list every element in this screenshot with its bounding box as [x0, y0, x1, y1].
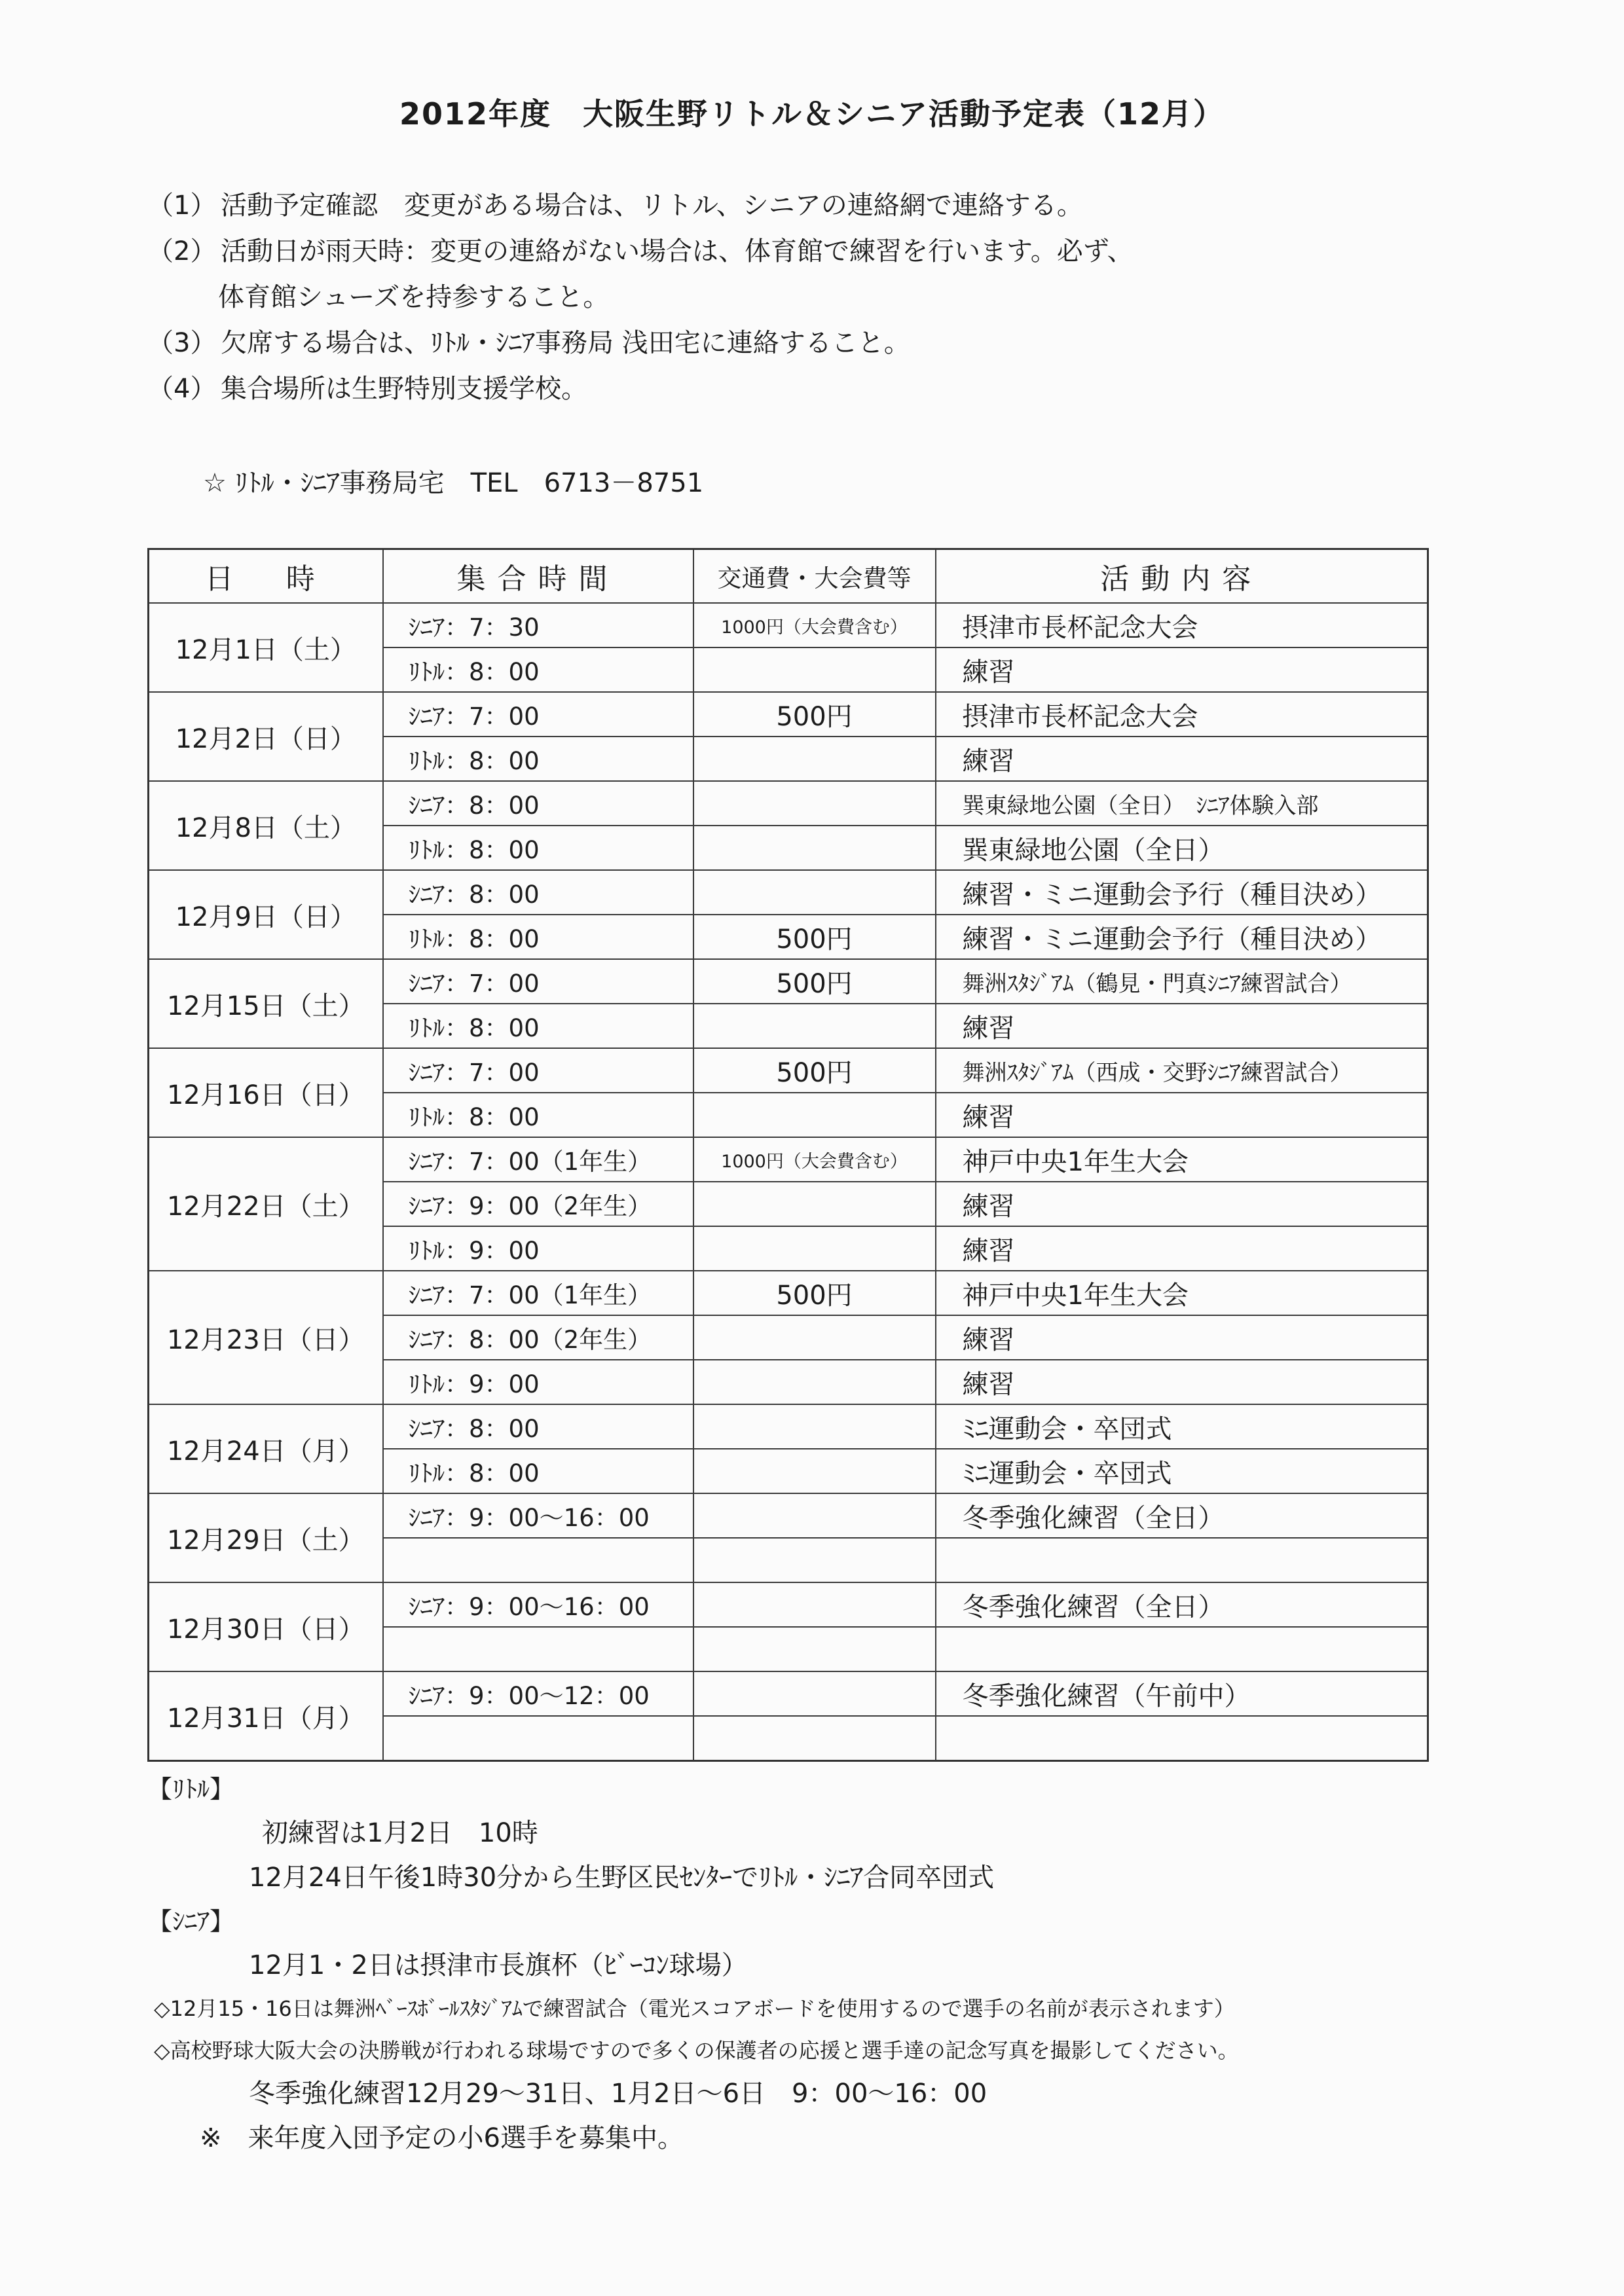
time-cell: ｼﾆｱ：9：00～16：00: [383, 1493, 693, 1538]
date-cell: 12月1日（土）: [149, 603, 383, 692]
activity-cell: 練習: [936, 1004, 1428, 1048]
time-cell: ｼﾆｱ：7：00（1年生）: [383, 1271, 693, 1315]
fee-cell: [693, 647, 936, 692]
fee-cell: [693, 1226, 936, 1271]
activity-cell: [936, 1627, 1428, 1671]
table-row: [149, 1137, 1428, 1182]
fee-cell: [693, 1538, 936, 1582]
time-cell: ｼﾆｱ：7：00: [383, 959, 693, 1004]
activity-cell: 巽東緑地公園（全日）: [936, 826, 1428, 870]
activity-cell: 練習・ミニ運動会予行（種目決め）: [936, 915, 1428, 959]
date-cell: 12月22日（土）: [149, 1137, 383, 1271]
winter-training-line: 冬季強化練習12月29～31日、1月2日～6日 9：00～16：00: [249, 2079, 987, 2109]
little-line: 12月24日午後1時30分から生野区民ｾﾝﾀｰでﾘﾄﾙ・ｼﾆｱ合同卒団式: [249, 1863, 995, 1893]
activity-cell: 神戸中央1年生大会: [936, 1271, 1428, 1315]
activity-cell: 冬季強化練習（全日）: [936, 1493, 1428, 1538]
table-row: [149, 1582, 1428, 1627]
header-activity: 活動内容: [936, 549, 1428, 604]
note-text: 集合場所は生野特別支援学校。: [221, 374, 587, 404]
office-phone: ☆ ﾘﾄﾙ・ｼﾆｱ事務局宅 TEL 6713－8751: [203, 468, 704, 498]
fee-cell: [693, 1182, 936, 1226]
time-cell: [383, 1716, 693, 1761]
table-row: [149, 1048, 1428, 1093]
time-cell: ｼﾆｱ：7：00（1年生）: [383, 1137, 693, 1182]
time-cell: ﾘﾄﾙ：8：00: [383, 1449, 693, 1493]
fee-cell: [693, 1404, 936, 1449]
activity-cell: 練習: [936, 647, 1428, 692]
note-text: 活動予定確認 変更がある場合は、リトル、シニアの連絡網で連絡する。: [221, 191, 1083, 221]
fee-cell: [693, 1093, 936, 1137]
header-time: 集合時間: [383, 549, 693, 604]
note-text: 欠席する場合は、ﾘﾄﾙ・ｼﾆｱ事務局 浅田宅に連絡すること。: [221, 328, 910, 358]
time-cell: ｼﾆｱ：8：00: [383, 1404, 693, 1449]
fee-cell: [693, 1716, 936, 1761]
senior-line: 12月1・2日は摂津市長旗杯（ﾋﾞｰｺﾝ球場）: [249, 1950, 748, 1980]
table-row: [149, 870, 1428, 915]
fee-cell: 500円: [693, 1271, 936, 1315]
fee-cell: 500円: [693, 1048, 936, 1093]
activity-cell: 舞洲ｽﾀｼﾞｱﾑ（鶴見・門真ｼﾆｱ練習試合）: [936, 959, 1428, 1004]
date-cell: 12月24日（月）: [149, 1404, 383, 1493]
fee-cell: [693, 1315, 936, 1360]
senior-note: ◇高校野球大阪大会の決勝戦が行われる球場ですので多くの保護者の応援と選手達の記念写真を撮影してください。: [154, 2038, 1239, 2063]
note-text: 活動日が雨天時：変更の連絡がない場合は、体育館で練習を行います。必ず、: [221, 236, 1134, 266]
activity-cell: 冬季強化練習（全日）: [936, 1582, 1428, 1627]
time-cell: ﾘﾄﾙ：8：00: [383, 915, 693, 959]
activity-cell: [936, 1716, 1428, 1761]
page-title: 2012年度 大阪生野リトル＆シニア活動予定表（12月）: [399, 96, 1225, 132]
table-row: [149, 603, 1428, 647]
time-cell: ﾘﾄﾙ：8：00: [383, 826, 693, 870]
time-cell: ﾘﾄﾙ：8：00: [383, 737, 693, 781]
date-cell: 12月8日（土）: [149, 781, 383, 870]
note-text: 体育館シューズを持参すること。: [218, 282, 610, 312]
header-fee: 交通費・大会費等: [693, 549, 936, 604]
fee-cell: 500円: [693, 915, 936, 959]
table-header-row: [149, 549, 1428, 604]
fee-cell: [693, 781, 936, 826]
time-cell: ｼﾆｱ：7：30: [383, 603, 693, 647]
little-line: 初練習は1月2日 10時: [262, 1818, 538, 1848]
notes-list: [147, 185, 1522, 414]
date-cell: 12月29日（土）: [149, 1493, 383, 1582]
fee-cell: [693, 1449, 936, 1493]
note-2-continued: [147, 276, 1522, 322]
time-cell: ﾘﾄﾙ：8：00: [383, 1093, 693, 1137]
activity-cell: 練習: [936, 1360, 1428, 1404]
fee-cell: 500円: [693, 959, 936, 1004]
note-3: [147, 322, 1522, 368]
fee-cell: [693, 1004, 936, 1048]
activity-cell: 冬季強化練習（午前中）: [936, 1671, 1428, 1716]
fee-cell: 1000円（大会費含む）: [693, 603, 936, 647]
little-heading: 【ﾘﾄﾙ】: [147, 1775, 235, 1804]
date-cell: 12月30日（日）: [149, 1582, 383, 1671]
recruit-line: ※ 来年度入団予定の小6選手を募集中。: [200, 2123, 684, 2153]
time-cell: ｼﾆｱ：7：00: [383, 1048, 693, 1093]
time-cell: [383, 1627, 693, 1671]
table-row: [149, 1493, 1428, 1538]
fee-cell: [693, 1627, 936, 1671]
time-cell: [383, 1538, 693, 1582]
time-cell: ｼﾆｱ：8：00（2年生）: [383, 1315, 693, 1360]
table-row: [149, 959, 1428, 1004]
time-cell: ｼﾆｱ：7：00: [383, 692, 693, 737]
date-cell: 12月16日（日）: [149, 1048, 383, 1137]
activity-cell: 摂津市長杯記念大会: [936, 603, 1428, 647]
date-cell: 12月15日（土）: [149, 959, 383, 1048]
activity-cell: 練習・ミニ運動会予行（種目決め）: [936, 870, 1428, 915]
time-cell: ﾘﾄﾙ：9：00: [383, 1226, 693, 1271]
senior-heading: 【ｼﾆｱ】: [147, 1907, 235, 1936]
note-number: （4）: [147, 374, 217, 404]
activity-cell: [936, 1538, 1428, 1582]
schedule-body: [149, 603, 1428, 1761]
activity-cell: 摂津市長杯記念大会: [936, 692, 1428, 737]
table-row: [149, 692, 1428, 737]
table-row: [149, 1271, 1428, 1315]
activity-cell: ﾐﾆ運動会・卒団式: [936, 1404, 1428, 1449]
table-row: [149, 1671, 1428, 1716]
activity-cell: 練習: [936, 1093, 1428, 1137]
activity-cell: 神戸中央1年生大会: [936, 1137, 1428, 1182]
activity-cell: 巽東緑地公園（全日） ｼﾆｱ体験入部: [936, 781, 1428, 826]
date-cell: 12月2日（日）: [149, 692, 383, 781]
activity-cell: 舞洲ｽﾀｼﾞｱﾑ（西成・交野ｼﾆｱ練習試合）: [936, 1048, 1428, 1093]
schedule-table: [147, 548, 1429, 1762]
note-1: [147, 185, 1522, 230]
fee-cell: 1000円（大会費含む）: [693, 1137, 936, 1182]
time-cell: ｼﾆｱ：8：00: [383, 870, 693, 915]
time-cell: ﾘﾄﾙ：9：00: [383, 1360, 693, 1404]
fee-cell: [693, 826, 936, 870]
note-2: [147, 230, 1522, 276]
note-4: [147, 368, 1522, 414]
date-cell: 12月31日（月）: [149, 1671, 383, 1761]
date-cell: 12月23日（日）: [149, 1271, 383, 1404]
fee-cell: [693, 1671, 936, 1716]
fee-cell: [693, 1493, 936, 1538]
note-number: （3）: [147, 328, 217, 358]
activity-cell: 練習: [936, 737, 1428, 781]
time-cell: ｼﾆｱ：9：00～16：00: [383, 1582, 693, 1627]
activity-cell: 練習: [936, 1315, 1428, 1360]
time-cell: ｼﾆｱ：9：00～12：00: [383, 1671, 693, 1716]
table-row: [149, 1404, 1428, 1449]
activity-cell: 練習: [936, 1182, 1428, 1226]
fee-cell: 500円: [693, 692, 936, 737]
senior-note: ◇12月15・16日は舞洲ﾍﾞｰｽﾎﾞｰﾙｽﾀｼﾞｱﾑで練習試合（電光スコアボードを使用するので選手の名前が表示されます）: [154, 1996, 1235, 2021]
time-cell: ﾘﾄﾙ：8：00: [383, 1004, 693, 1048]
fee-cell: [693, 870, 936, 915]
fee-cell: [693, 737, 936, 781]
fee-cell: [693, 1360, 936, 1404]
note-number: （2）: [147, 236, 217, 266]
note-number: （1）: [147, 191, 217, 221]
activity-cell: ﾐﾆ運動会・卒団式: [936, 1449, 1428, 1493]
activity-cell: 練習: [936, 1226, 1428, 1271]
footer-notes: [147, 1768, 1522, 2160]
date-cell: 12月9日（日）: [149, 870, 383, 959]
header-date: 日 時: [149, 549, 383, 604]
time-cell: ｼﾆｱ：9：00（2年生）: [383, 1182, 693, 1226]
time-cell: ｼﾆｱ：8：00: [383, 781, 693, 826]
table-row: [149, 781, 1428, 826]
time-cell: ﾘﾄﾙ：8：00: [383, 647, 693, 692]
fee-cell: [693, 1582, 936, 1627]
